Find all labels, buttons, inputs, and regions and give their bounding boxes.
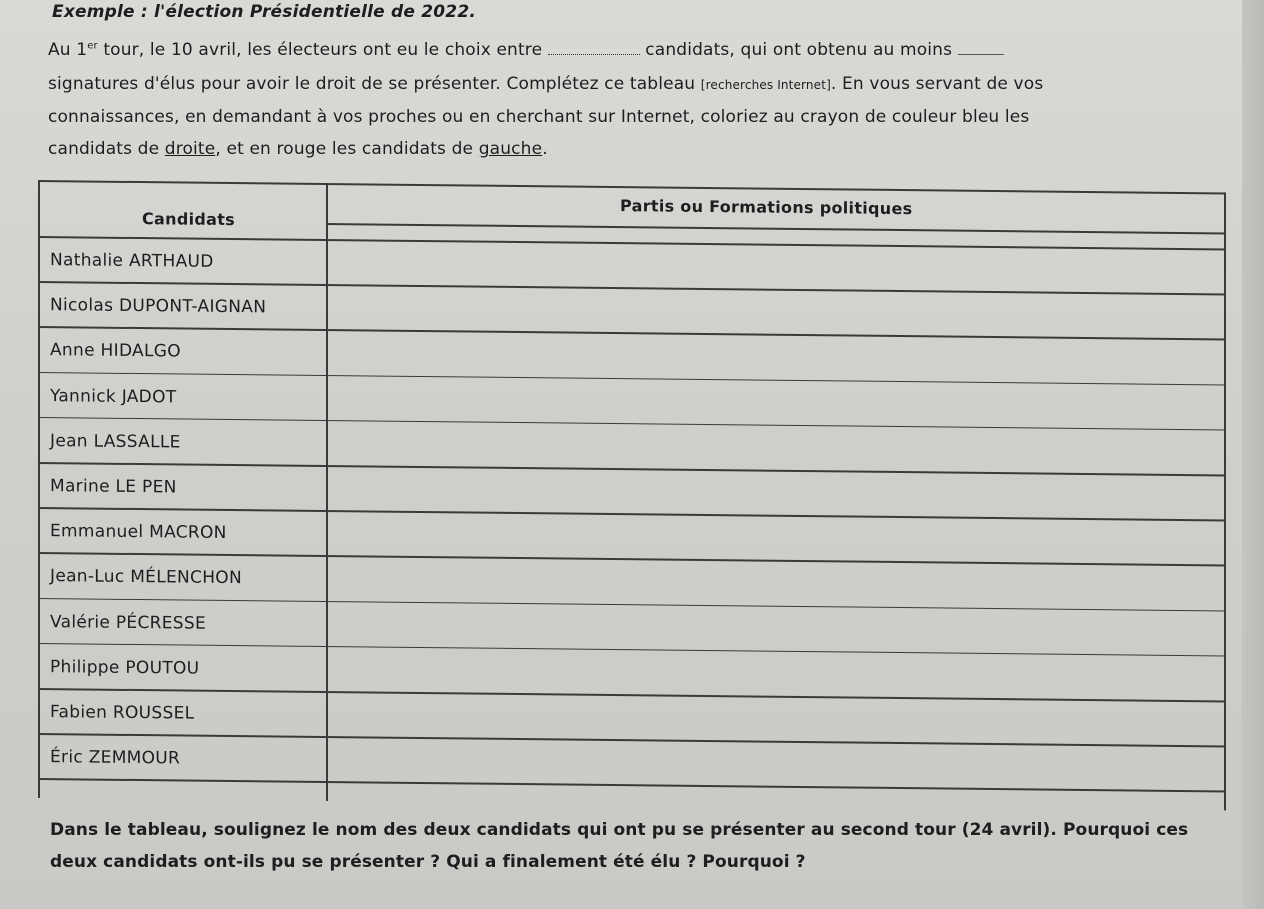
blank-candidates-count[interactable] [548,42,640,55]
text-span: tour, le 10 avril, les électeurs ont eu le choix entre [97,40,548,60]
candidate-name: Valérie PÉCRESSE [50,611,207,634]
party-answer-cell[interactable] [328,377,1222,428]
header-sub-divider [326,223,1226,234]
page-edge [1242,0,1264,909]
candidate-name: Jean-Luc MÉLENCHON [50,566,242,589]
candidate-name: Éric ZEMMOUR [50,747,181,769]
candidate-name: Jean LASSALLE [50,430,181,453]
party-answer-cell[interactable] [328,286,1222,337]
candidates-table [38,180,1226,810]
question-line-1: Dans le tableau, soulignez le nom des deux candidats qui ont pu se présenter au second tour (24 avril). Pourquoi ces [50,820,1189,840]
instruction-line-4 [48,139,548,159]
party-answer-cell[interactable] [328,331,1222,382]
party-answer-cell[interactable] [328,603,1222,654]
text-span: Au 1 [48,40,88,60]
research-note: [recherches Internet] [700,78,831,92]
table-top-border [38,180,1226,194]
text-span: . [542,139,548,159]
party-answer-cell[interactable] [328,648,1222,699]
party-answer-cell[interactable] [328,422,1222,473]
table-left-border [38,180,40,798]
superscript: er [87,40,98,52]
candidate-name: Marine LE PEN [50,476,177,498]
text-span: candidats, qui ont obtenu au moins [639,40,958,60]
text-span: candidats de [48,139,165,159]
table-right-border [1224,192,1226,810]
party-answer-cell[interactable] [328,241,1222,292]
instruction-line-1 [48,40,1004,60]
party-answer-cell[interactable] [328,738,1222,789]
party-answer-cell[interactable] [328,693,1222,744]
question-line-2: deux candidats ont-ils pu se présenter ? Qui a finalement été élu ? Pourquoi ? [50,852,806,872]
text-span: signatures d'élus pour avoir le droit de se présenter. Complétez ce tableau [48,74,701,94]
candidate-name: Nicolas DUPONT-AIGNAN [50,295,267,318]
underlined-gauche: gauche [478,139,543,159]
candidate-name: Philippe POUTOU [50,656,200,679]
instruction-line-3: connaissances, en demandant à vos proches ou en cherchant sur Internet, coloriez au crayon de couleur bleu les [48,107,1030,127]
party-answer-cell[interactable] [328,467,1222,518]
candidate-name: Anne HIDALGO [50,340,181,362]
blank-signatures-count[interactable] [958,42,1004,55]
candidate-name: Emmanuel MACRON [50,521,227,544]
column-header-candidats: Candidats [142,209,235,230]
party-answer-cell[interactable] [328,557,1222,608]
text-span: , et en rouge les candidats de [215,139,479,159]
candidate-name: Nathalie ARTHAUD [50,250,214,272]
party-answer-cell[interactable] [328,512,1222,563]
column-header-partis: Partis ou Formations politiques [620,196,913,219]
underlined-droite: droite [164,139,216,159]
text-span: . En vous servant de vos [830,74,1044,94]
page-title: Exemple : l'élection Présidentielle de 2022. [52,2,477,22]
candidate-name: Fabien ROUSSEL [50,702,195,724]
candidate-name: Yannick JADOT [50,385,177,408]
instruction-line-2 [48,74,1043,94]
